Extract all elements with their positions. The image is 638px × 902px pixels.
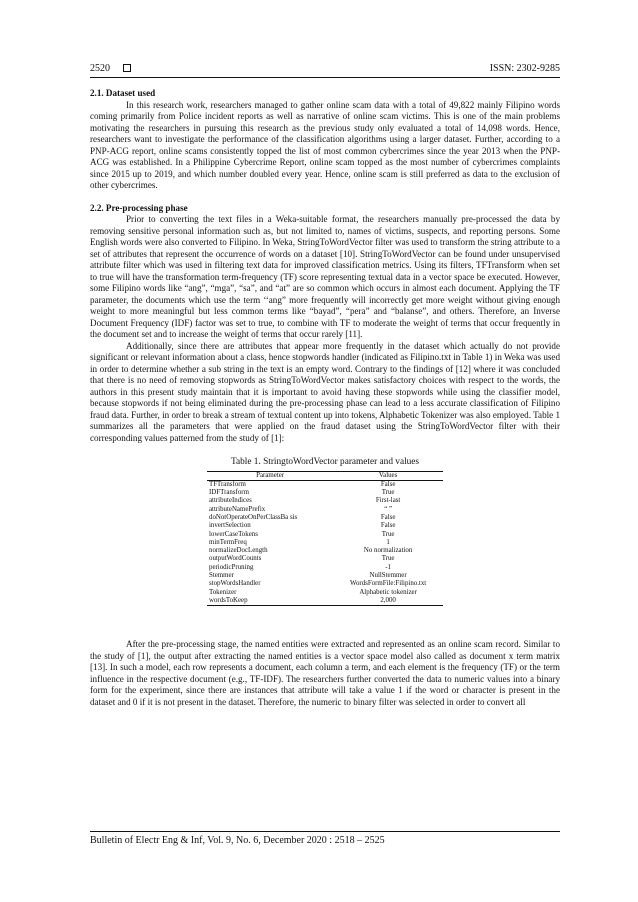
section-heading-preprocessing: 2.2. Pre-processing phase [90, 202, 188, 213]
param-name: Stemmer [209, 572, 234, 580]
header-rule [90, 77, 560, 78]
table-row [207, 589, 443, 597]
table-row [207, 531, 443, 539]
param-name: periodicPruning [209, 563, 254, 571]
table-row [207, 514, 443, 522]
paragraph: In this research work, researchers managed to gather online scam data with a total of 49,822 mainly Filipino words coming primarily from Police incident reports as well as narrative of online scam victims. This is one of the main problems motivating the researchers in pursuing this research as the previous study only evaluated a total of 14,098 words. Hence, researchers want to investigate the performance of the classification algorithms using a larger dataset. Further, according to a PNP-ACG report, online scams consistently topped the list of most common cybercrimes since the year 2013 when the PNP-ACG was established. In a Philippine Cybercrime Report, online scam topped as the most number of cybercrimes complaints since 2015 up to 2019, and which number doubled every year. Hence, online scam is still preferred as data to the exclusion of other cybercrimes. [90, 99, 560, 190]
page-footer: Bulletin of Electr Eng & Inf, Vol. 9, No. 6, December 2020 : 2518 – 2525 [90, 835, 385, 846]
table-row [207, 555, 443, 563]
param-value: 1 [386, 538, 390, 546]
param-value: False [380, 522, 396, 530]
table-caption: Table 1. StringtoWordVector parameter and values [230, 457, 420, 467]
table-row [207, 480, 443, 489]
param-value: NullStemmer [369, 572, 407, 580]
param-value: No normalization [363, 547, 413, 555]
param-name: outputWordCounts [209, 555, 262, 563]
param-value: True [381, 555, 395, 563]
param-value: 2,000 [333, 597, 443, 606]
footer-rule [90, 831, 560, 832]
table-row [207, 522, 443, 530]
param-value: True [381, 530, 395, 538]
page-body [90, 88, 560, 708]
table-row [207, 539, 443, 547]
table-row [207, 597, 443, 606]
param-name: normalizeDocLength [209, 547, 268, 555]
table-row [207, 572, 443, 580]
param-name: Tokenizer [209, 588, 237, 596]
page-header [90, 63, 560, 77]
param-name: attributeNamePrefix [209, 505, 266, 513]
param-name: wordsToKeep [207, 597, 333, 606]
param-name: minTermFreq [209, 538, 247, 546]
table-row [207, 497, 443, 505]
table-row [207, 547, 443, 555]
param-value: First-last [375, 497, 401, 505]
parameters-table [207, 471, 443, 607]
param-value: Alphabetic tokenizer [359, 588, 417, 596]
paragraph: Additionally, since there are attributes that appear more frequently in the dataset which actually do not provide significant or relevant information about a class, hence stopwords handler (indicated as Filipino.txt in Table 1) in Weka was used in order to determine whether a sub string in the text is an empty word. Contrary to the findings of [12] where it was concluded that there is no need of removing stopwords as StringToWordVector makes satisfactory choices with respect to the words, the authors in this present study maintain that it is important to avoid having these stopwords while using the classifier model, because stopwords if not being eliminated during the pre-processing phase can lead to a less accurate classification of Filipino fraud data. Further, in order to break a stream of textual content up into tokens, Alphabetic Tokenizer was also employed. Table 1 summarizes all the parameters that were applied on the fraud dataset using the StringToWordVector filter with their corresponding values patterned from the study of [1]: [90, 340, 561, 443]
paragraph: After the pre-processing stage, the named entities were extracted and represented as an online scam record. Similar to the study of [1], the output after extracting the named entities is a vector space model also called as document x term matrix [13]. In such a model, each row represents a document, each column a term, and each element is the frequency (TF) or the term influence in the respective document (e.g., TF-IDF). The researchers further converted the data to numeric values into a binary form for the experiment, since there are instances that attribute will take a value 1 if the word or character is present in the dataset and 0 if it is not present in the dataset. Therefore, the numeric to binary filter was selected in order to convert all [90, 639, 560, 707]
param-value: WordsFormFile:Filipino.txt [350, 580, 427, 588]
paragraph: Prior to converting the text files in a Weka-suitable format, the researchers manually pre-processed the data by removing sensitive personal information such as, but not limited to, names of victims, suspects, and reporting persons. Some English words were also converted to Filipino. In Weka, StringToWordVector filter was used to transform the string attribute to a set of attributes that represent the occurrence of words on a dataset [10]. StringToWordVector can be found under unsupervised attribute filter which was used in filtering text data for improved classification metrics. Using its filters, TFTransform when set to true will have the transformation term-frequency (TF) score representing textual data in a vector space be executed. However, some Filipino words like “ang”, “mga”, “sa”, and “at” are so common which occurs in almost each document. Applying the TF parameter, the documents which use the term ‘‘ang” more frequently will incorrectly get more weight without giving enough weight to more meaningful but less common terms like “bayad”, “pera” and “balanse”, and others. Therefore, an Inverse Document Frequency (IDF) factor was set to true, to combine with TF to moderate the weight of terms that occur frequently in the document set and to increase the weight of terms that occur rarely [11]. [90, 214, 560, 339]
param-name: stopWordsHandler [209, 580, 261, 588]
param-name: attributeIndices [209, 497, 252, 505]
table-row [207, 580, 443, 588]
table-row [207, 489, 443, 497]
param-name: IDFTransform [209, 489, 249, 497]
param-name: TFTransform [209, 480, 246, 488]
table-row [207, 506, 443, 514]
box-icon [123, 64, 131, 72]
param-value: -1 [385, 563, 391, 571]
param-value: False [380, 513, 396, 521]
param-name: invertSelection [209, 522, 251, 530]
param-value: False [380, 480, 396, 488]
section-heading-dataset: 2.1. Dataset used [90, 88, 156, 98]
table-row [207, 564, 443, 572]
param-name: doNotOperateOnPerClassBa sis [209, 513, 298, 521]
param-value: True [381, 489, 395, 497]
param-name: lowerCaseTokens [209, 530, 258, 538]
param-value: “ ” [384, 505, 393, 513]
table-header-values: Values [333, 471, 443, 480]
issn: ISSN: 2302-9285 [489, 63, 560, 74]
page-number: 2520 [90, 63, 110, 74]
table-header-parameter: Parameter [207, 471, 333, 480]
